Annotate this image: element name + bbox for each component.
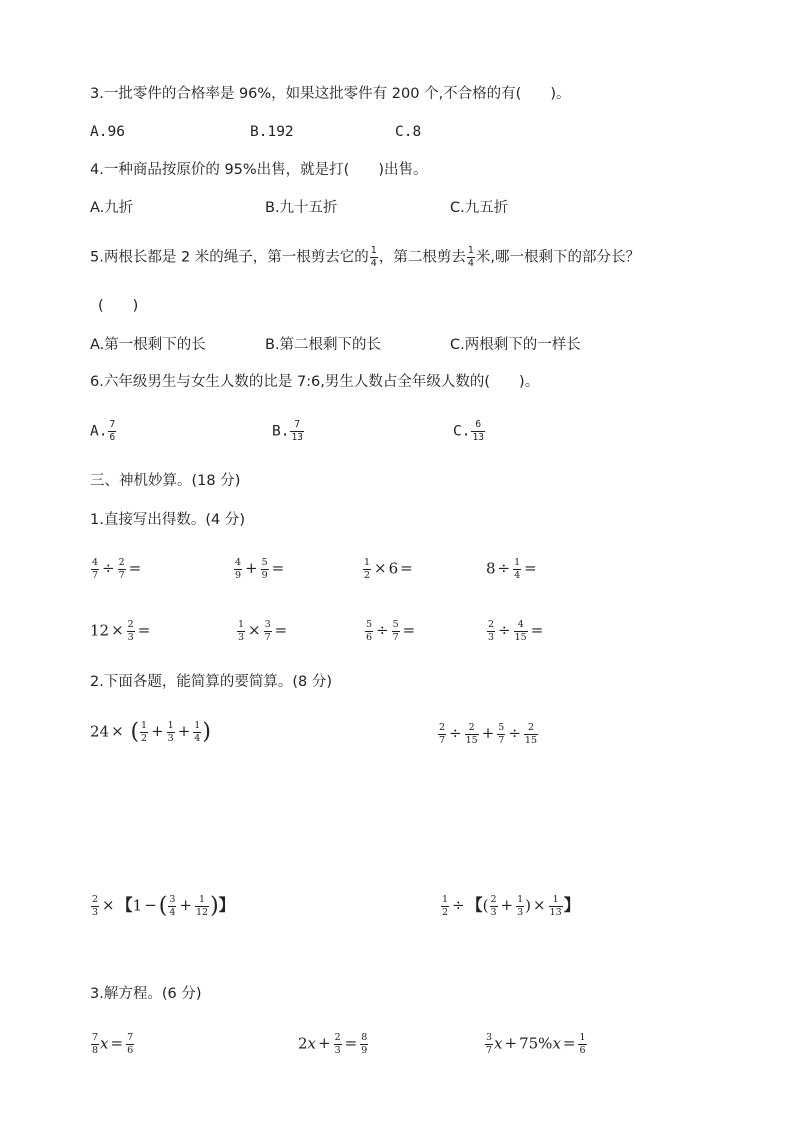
- expr-1-3: $\frac{1}{2}$ × 6 =: [364, 557, 413, 581]
- q5-option-b: B.第二根剩下的长: [265, 337, 382, 353]
- expr-1-2: $\frac{4}{9}$ + $\frac{5}{9}$ =: [235, 557, 285, 581]
- q4-option-a: A.九折: [90, 200, 134, 216]
- q4-option-b: B.九十五折: [265, 200, 338, 216]
- q3-option-b: B.192: [250, 124, 294, 140]
- equation-3: $\frac{3}{7}$ x + 75%x = $\frac{1}{6}$: [486, 1032, 586, 1056]
- expr-2-1: 24 × ( $\frac{1}{2}$ + $\frac{1}{3}$ + $\frac{1}{4}$ ): [90, 719, 211, 745]
- expr-2-3: $\frac{2}{3}$ × 【1 −( $\frac{3}{4}$ + $\frac{1}{12}$ )】: [92, 893, 235, 919]
- part-3-title: 3.解方程。(6 分): [90, 986, 202, 1002]
- expr-2-2: $\frac{2}{7}$ ÷ $\frac{2}{15}$ + $\frac{5}{7}$ ÷ $\frac{2}{15}$: [439, 722, 538, 746]
- q6-option-c: C. $\frac{6}{13}$: [453, 419, 484, 443]
- part-2-title: 2.下面各题，能简算的要简算。(8 分): [90, 674, 332, 690]
- q4-option-c: C.九五折: [450, 200, 509, 216]
- q5-text-c: 米,哪一根剩下的部分长？: [475, 249, 640, 266]
- q5-text-a: 5.两根长都是 2 米的绳子，第一根剪去它的: [90, 249, 369, 266]
- q6-option-a: A. $\frac{7}{6}$: [90, 419, 116, 443]
- q5-answer-blank: ( ): [98, 298, 139, 314]
- question-3-text: 3.一批零件的合格率是 96%，如果这批零件有 200 个,不合格的有( )。: [90, 86, 571, 102]
- expr-1-7: $\frac{5}{6}$ ÷ $\frac{5}{7}$ =: [366, 619, 416, 643]
- expr-1-4: 8 ÷ $\frac{1}{4}$ =: [486, 557, 537, 581]
- q6-option-b: B. $\frac{7}{13}$: [272, 419, 303, 443]
- equation-1: $\frac{7}{8}$ x = $\frac{7}{6}$: [92, 1032, 134, 1056]
- q5-text-b: ，第二根剪去: [378, 249, 466, 266]
- question-5-text: [90, 246, 640, 269]
- expr-2-4: $\frac{1}{2}$ ÷ 【( $\frac{2}{3}$ + $\frac{1}{3}$ ) × $\frac{1}{13}$ 】: [442, 894, 580, 918]
- equation-2: 2x + $\frac{2}{3}$ = $\frac{8}{9}$: [298, 1032, 368, 1056]
- q3-option-c: C.8: [395, 124, 422, 140]
- expr-1-8: $\frac{2}{3}$ ÷ $\frac{4}{15}$ =: [488, 619, 544, 643]
- q5-fraction-2: $\frac{1}{4}$: [467, 245, 474, 269]
- q3-option-a: A.96: [90, 124, 125, 140]
- expr-1-5: 12 × $\frac{2}{3}$ =: [90, 619, 151, 643]
- q5-fraction-1: $\frac{1}{4}$: [370, 245, 377, 269]
- expr-1-6: $\frac{1}{3}$ × $\frac{3}{7}$ =: [238, 619, 288, 643]
- expr-1-1: $\frac{4}{7}$ ÷ $\frac{2}{7}$ =: [92, 557, 142, 581]
- question-6-text: 6.六年级男生与女生人数的比是 7:6,男生人数占全年级人数的( )。: [90, 374, 540, 390]
- section-3-title: 三、神机妙算。(18 分): [90, 473, 241, 489]
- q5-option-a: A.第一根剩下的长: [90, 337, 206, 353]
- question-4-text: 4.一种商品按原价的 95%出售，就是打( )出售。: [90, 162, 428, 178]
- part-1-title: 1.直接写出得数。(4 分): [90, 512, 245, 528]
- q5-option-c: C.两根剩下的一样长: [450, 337, 581, 353]
